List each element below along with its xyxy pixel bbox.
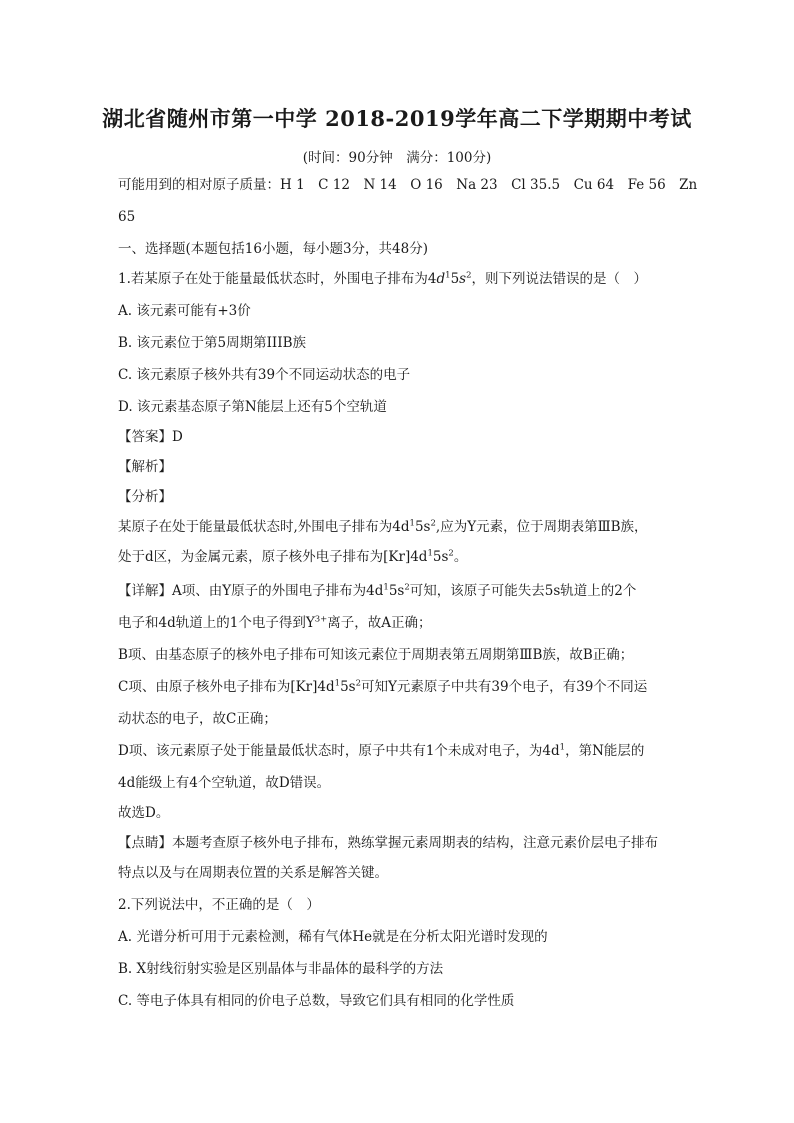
q1-stem-d: d [436,271,446,287]
q1-stem-s: s [459,271,467,287]
answer-label: 【答案】D [118,429,183,445]
fenxi-text: 。 [453,549,468,565]
fenxi-line-1 [118,518,678,536]
q2-option-a: A. 光谱分析可用于元素检测，稀有气体He就是在分析太阳光谱时发现的 [118,929,548,945]
q2-option-c: C. 等电子体具有相同的价电子总数，导致它们具有相同的化学性质 [118,993,515,1009]
q2-option-b: B. X射线衍射实验是区别晶体与非晶体的最科学的方法 [118,961,444,977]
fenxi-text: ,应为Y元素，位于周期表第ⅢB族， [435,519,648,535]
detail-d-line-1 [118,742,678,760]
q1-sup-2: 2 [466,270,472,281]
q1-stem-suffix: ，则下列说法错误的是（ ） [471,271,648,287]
q1-option-c: C. 该元素原子核外共有39个不同运动状态的电子 [118,367,411,383]
exam-title: 湖北省随州市第一中学 2018-2019学年高二下学期期中考试 [102,106,692,131]
jiexi-label: 【解析】 [118,459,172,475]
detail-d-line-2: 4d能级上有4个空轨道，故D错误。 [118,775,331,791]
fenxi-sup: 2 [430,518,436,529]
choose-line: 故选D。 [118,805,170,821]
detail-sup: 1 [559,742,566,753]
fenxi-sup: 2 [448,548,454,559]
detail-text: 可知，该原子可能失去5s轨道上的2个 [409,583,637,599]
detail-text: C项、由原子核外电子排布为[Kr]4d [118,679,335,695]
dianjing-line-2: 特点以及与在周期表位置的关系是解答关键。 [118,865,388,881]
fenxi-text: 5s [414,519,431,535]
detail-c-line-2: 动状态的电子，故C正确； [118,711,277,727]
q1-stem-5: 5 [450,271,460,287]
detail-sup: 3+ [314,614,328,625]
detail-sup: 2 [404,582,410,593]
detail-a-line-2 [118,614,678,632]
detail-text: 可知Y元素原子中共有39个电子，有39个不同运 [361,679,648,695]
exam-subtitle: (时间：90分钟 满分：100分) [302,150,492,166]
question-2-stem: 2.下列说法中，不正确的是（ ） [118,897,320,913]
atomic-mass-line: 可能用到的相对原子质量：H 1 C 12 N 14 O 16 Na 23 Cl 35.5 Cu 64 Fe 56 Zn [118,177,698,193]
detail-sup: 1 [334,678,341,689]
fenxi-text: 某原子在处于能量最低状态时,外围电子排布为4d [118,519,410,535]
question-1-stem [118,270,678,288]
fenxi-text: 处于d区，为金属元素，原子核外电子排布为[Kr]4d [118,549,428,565]
detail-text: 5s [388,583,405,599]
fenxi-label: 【分析】 [118,489,172,505]
detail-text: 【详解】A项、由Y原子的外围电子排布为4d [118,583,384,599]
detail-text: D项、该元素原子处于能量最低状态时，原子中共有1个未成对电子，为4d [118,743,560,759]
detail-sup: 2 [355,678,362,689]
q1-sup-1: 1 [445,270,451,281]
q1-option-a: A. 该元素可能有+3价 [118,303,251,319]
fenxi-line-2 [118,548,678,566]
detail-sup: 1 [383,582,389,593]
fenxi-sup: 1 [409,518,415,529]
detail-a-line-1 [118,582,678,600]
detail-text: 5s [340,679,356,695]
section-heading: 一、选择题(本题包括16小题，每小题3分，共48分) [118,241,428,257]
q1-option-d: D. 该元素基态原子第N能层上还有5个空轨道 [118,399,387,415]
detail-text: ，第N能层的 [565,743,645,759]
detail-text: 离子，故A正确； [327,615,432,631]
q1-stem-prefix: 1.若某原子在处于能量最低状态时，外围电子排布为4 [118,271,437,287]
fenxi-text: 5s [432,549,449,565]
atomic-mass-line-cont: 65 [118,209,136,225]
fenxi-sup: 1 [427,548,433,559]
detail-b: B项、由基态原子的核外电子排布可知该元素位于周期表第五周期第ⅢB族，故B正确； [118,647,634,663]
detail-text: 电子和4d轨道上的1个电子得到Y [118,615,315,631]
dianjing-line-1: 【点睛】本题考查原子核外电子排布，熟练掌握元素周期表的结构，注意元素价层电子排布 [118,835,658,851]
q1-option-b: B. 该元素位于第5周期第IIIB族 [118,335,307,351]
detail-c-line-1 [118,678,678,696]
